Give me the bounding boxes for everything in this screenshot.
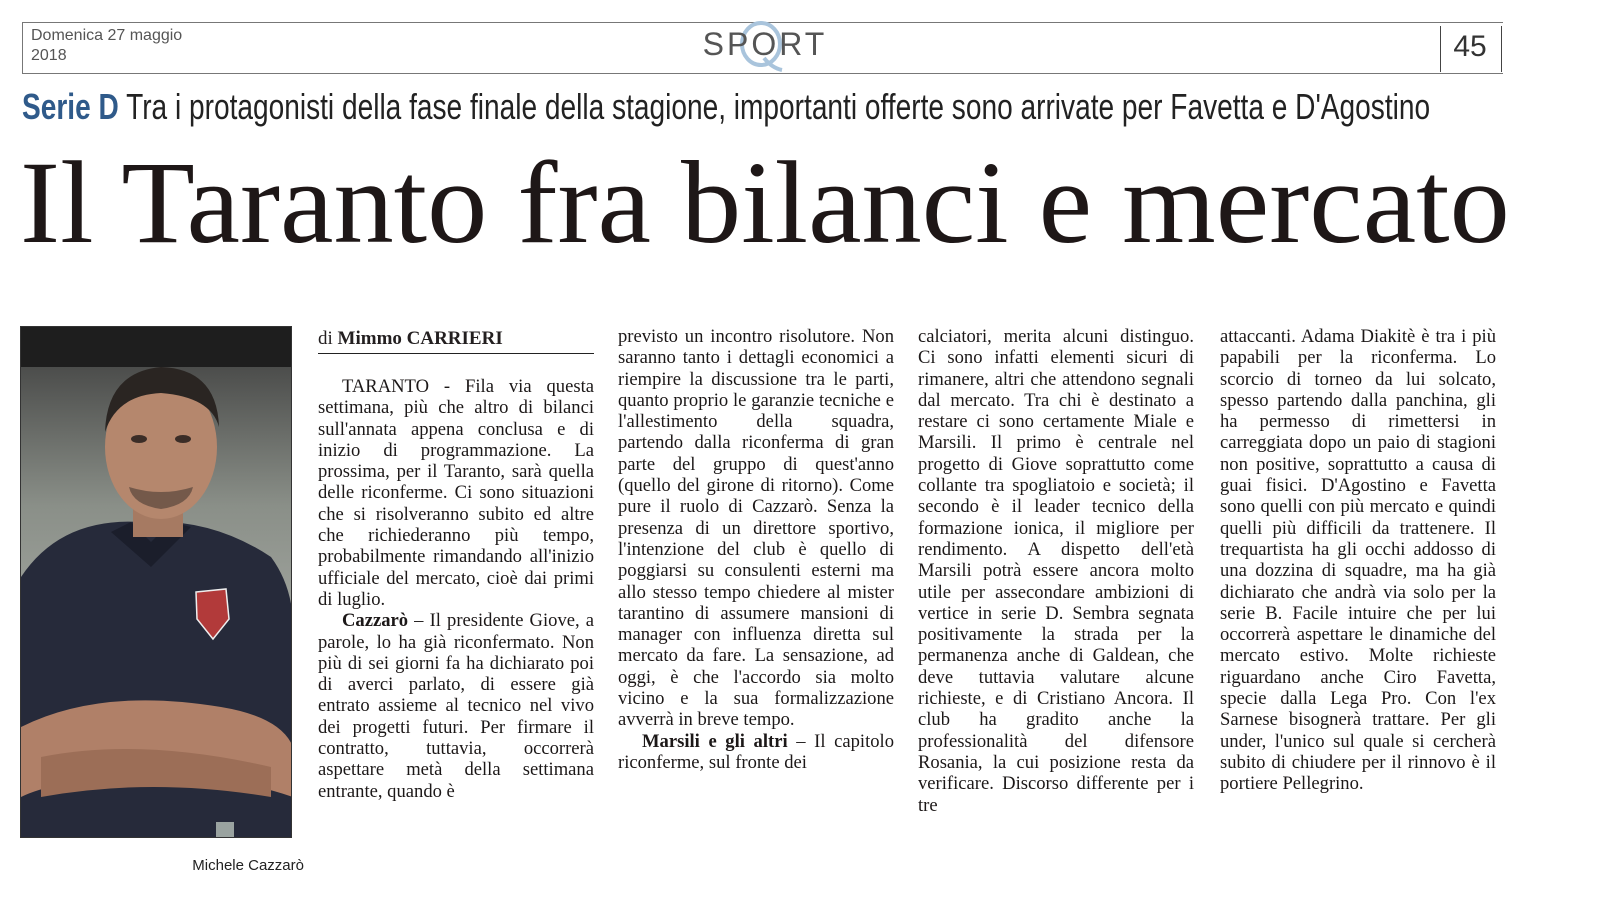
issue-date-line1: Domenica 27 maggio bbox=[31, 27, 183, 44]
headline: Il Taranto fra bilanci e mercato bbox=[20, 137, 1510, 268]
byline bbox=[318, 328, 594, 354]
byline-prefix: di bbox=[318, 328, 333, 349]
article-column-2 bbox=[618, 326, 894, 773]
paragraph-text: – Il capitolo riconferme, sul fronte dei bbox=[618, 730, 895, 773]
subhead: Marsili e gli altri bbox=[642, 730, 788, 752]
portrait-illustration bbox=[21, 327, 292, 838]
article-column-3 bbox=[918, 326, 1194, 816]
article-paragraph: TARANTO - Fila via questa settimana, più che altro di bilanci sull'annata appena conclusa e di inizio di programmazione. La prossima, per il Taranto, sarà quella delle riconferme. Ci sono situazioni che si risolveranno subito ed altre che richiederanno più tempo, probabilmente rimandando all'inizio ufficiale del mercato, cioè dai primi di luglio. bbox=[318, 376, 594, 610]
issue-date bbox=[31, 26, 261, 66]
page-number: 45 bbox=[1453, 30, 1487, 63]
article-paragraph: previsto un incontro risolutore. Non saranno tanto i dettagli economici a riempire la discussione tra le parti, quanto proprio le garanzie tecniche e l'allestimento della squadra, partendo dalla riconferma di gran parte del gruppo di quest'anno (quello del girone di ritorno). Come pure il ruolo di Cazzarò. Senza la presenza di un direttore sportivo, l'intenzione del club è quello di poggiarsi su consulenti esterni ma allo stesso tempo chiedere al mister tarantino di assumere mansioni di manager con influenza diretta sul mercato da fare. La sensazione, ad oggi, è che l'accordo sia molto vicino e la sua formalizzazione avverrà in breve tempo. bbox=[618, 326, 894, 731]
subhead: Cazzarò bbox=[342, 610, 409, 632]
article-column-4 bbox=[1220, 326, 1496, 795]
article-paragraph bbox=[318, 610, 594, 802]
issue-date-line2: 2018 bbox=[31, 47, 67, 64]
article-column-1 bbox=[318, 376, 594, 802]
section-name: SPORT bbox=[702, 26, 828, 62]
kicker-line bbox=[22, 84, 1431, 130]
article-paragraph: calciatori, merita alcuni distinguo. Ci sono infatti elementi sicuri di rimanere, altri che attendono segnali dal mercato. Tra chi è destinato a restare ci sono certamente Miale e Marsili. Il primo è centrale nel progetto di Giove soprattutto come collante tra spogliatoio e società; il secondo è il leader tecnico della formazione ionica, il migliore per rendimento. A dispetto dell'età Marsili potrà essere ancora molto utile per assecondare ambizioni di vertice in serie D. Sembra segnata positivamente la strada per la permanenza anche di Galdean, che deve tuttavia valutare alcune richieste, e di Cristiano Ancora. Il club ha gradito anche la professionalità del difensore Rosania, la cui posizione resta da verificare. Discorso differente per i tre bbox=[918, 326, 1194, 816]
article-paragraph bbox=[618, 731, 894, 774]
kicker-text: Tra i protagonisti della fase finale della stagione, importanti offerte sono arrivate per Favetta e D'Agostino bbox=[126, 86, 1431, 127]
byline-author: Mimmo CARRIERI bbox=[337, 328, 503, 349]
photo-caption: Michele Cazzarò bbox=[192, 857, 304, 874]
article-paragraph: attaccanti. Adama Diakitè è tra i più papabili per la riconferma. Lo scorcio di torneo da lui solcato, spesso partendo dalla panchina, gli ha permesso di rimettersi in carreggiata dopo un paio di stagioni non positive, soprattutto a causa di guai fisici. D'Agostino e Favetta sono quelli con più mercato e quindi quelli più difficili da trattenere. Il trequartista ha gli occhi addosso di una dozzina di squadre, ma ha già dichiarato che andrà via solo per la serie B. Facile intuire che per lui occorrerà aspettare le dinamiche del mercato estivo. Molte richieste riguardano anche Ciro Favetta, specie dalla Lega Pro. Con l'ex Sarnese bisognerà trattare. Per gli under, l'unico sul quale si cercherà subito di chiudere per il rinnovo è il portiere Pellegrino. bbox=[1220, 326, 1496, 795]
player-photo bbox=[20, 326, 292, 838]
paragraph-text: – Il presidente Giove, a parole, lo ha già riconfermato. Non più di sei giorni fa ha dichiarato poi di averci parlato, di essere già entrato assieme al tecnico nel vivo dei progetti futuri. Per firmare il contratto, tuttavia, occorrerà aspettare metà della settimana entrante, quando è bbox=[318, 610, 594, 802]
kicker-tag: Serie D bbox=[22, 86, 119, 127]
